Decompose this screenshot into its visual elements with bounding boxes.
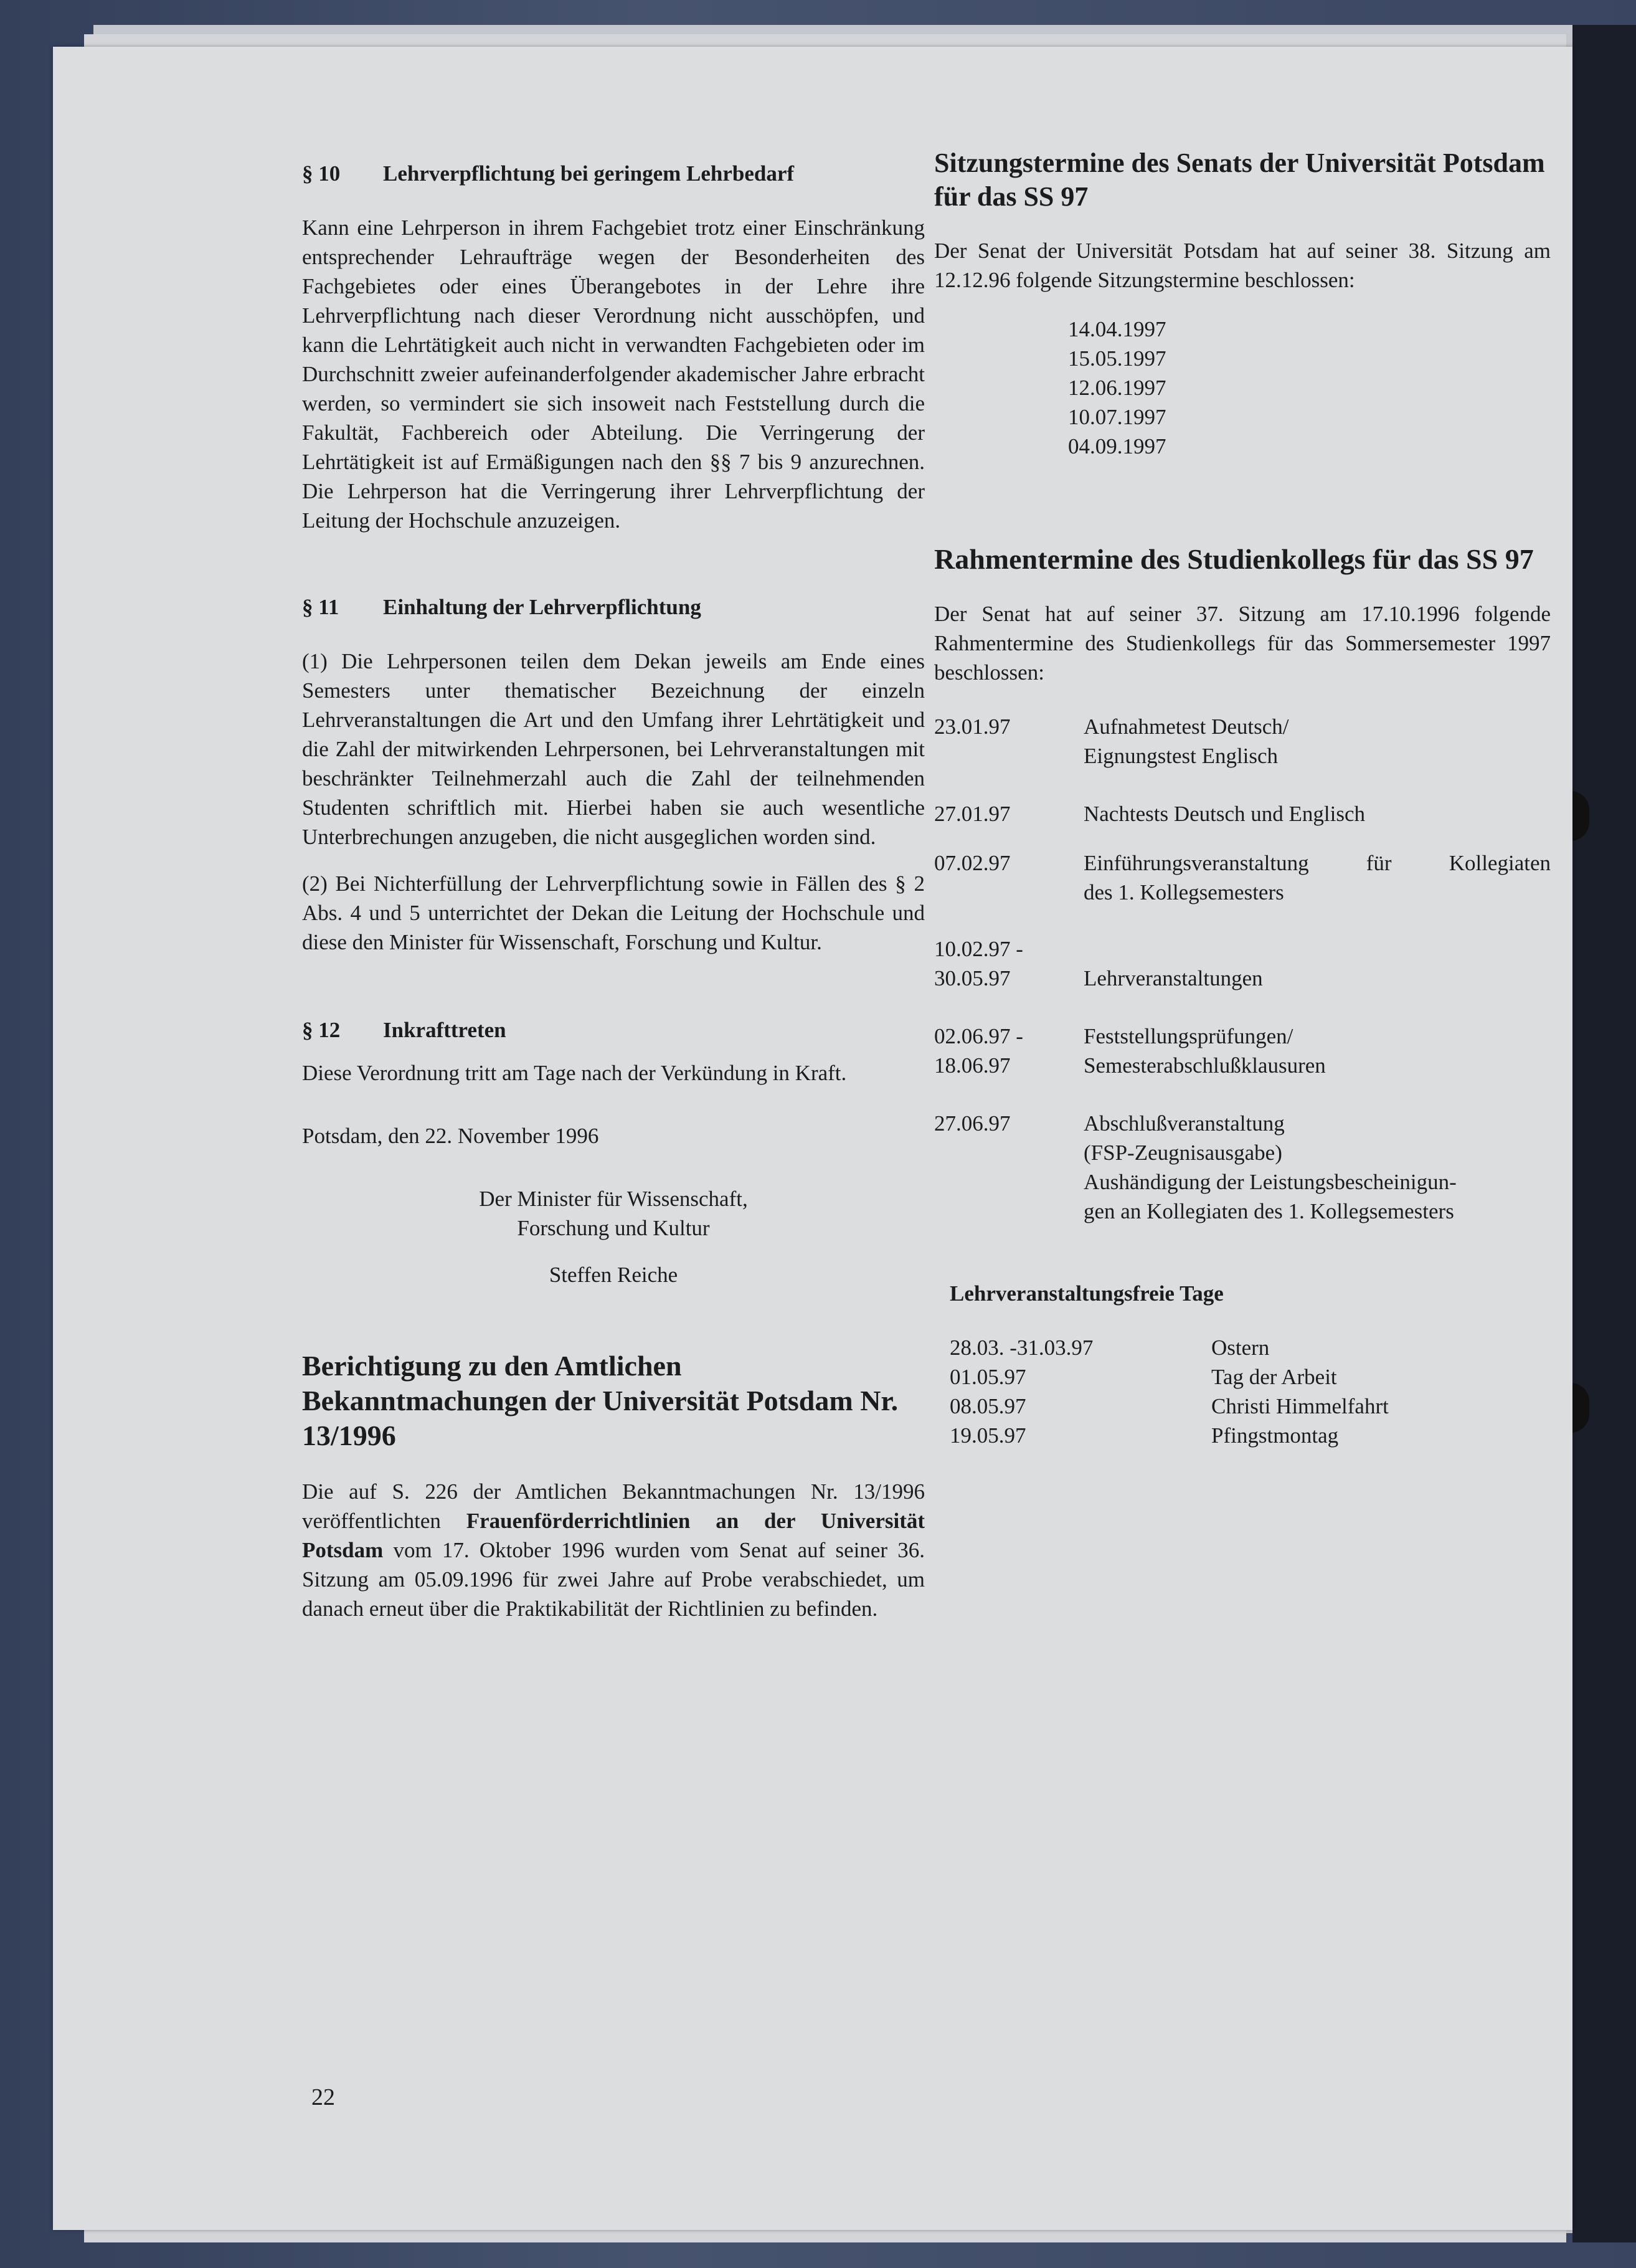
schedule-date-end: 30.05.97 bbox=[934, 966, 1011, 990]
signature-line-2: Forschung und Kultur bbox=[517, 1216, 710, 1240]
schedule-line bbox=[1084, 934, 1551, 964]
schedule-date-start: 10.02.97 - bbox=[934, 937, 1023, 961]
schedule-line: Eignungstest Englisch bbox=[1084, 744, 1279, 768]
correction-title: Berichtigung zu den Amtlichen Bekanntmachungen der Universität Potsdam Nr. 13/1996 bbox=[302, 1350, 899, 1451]
schedule-row bbox=[934, 1109, 1551, 1226]
right-column bbox=[934, 146, 1551, 1450]
kolleg-text: Der Senat hat auf seiner 37. Sitzung am 17.10.1996 folgende Rahmentermine des Studienkollegs für das Sommersemester 1997 beschlossen: bbox=[934, 602, 1551, 685]
senate-date: 12.06.1997 bbox=[1068, 376, 1166, 400]
correction-text-bold: Frauenförderrichtlinien an der Universität Potsdam bbox=[302, 1509, 925, 1562]
schedule-line: Lehrveranstaltungen bbox=[1084, 966, 1263, 990]
schedule-row bbox=[934, 848, 1551, 907]
holiday-name: Christi Himmelfahrt bbox=[1211, 1394, 1389, 1418]
senate-date: 14.04.1997 bbox=[1068, 317, 1166, 341]
signature-name: Steffen Reiche bbox=[549, 1263, 678, 1287]
schedule-date: 07.02.97 bbox=[934, 851, 1011, 875]
section-title: Inkrafttreten bbox=[383, 1018, 506, 1042]
correction-text bbox=[302, 1477, 925, 1623]
schedule-text bbox=[1084, 934, 1551, 993]
schedule-row bbox=[934, 799, 1551, 828]
schedule-line: Aufnahmetest Deutsch/ bbox=[1084, 714, 1289, 739]
section-12-heading bbox=[302, 1015, 925, 1045]
holiday-row bbox=[950, 1333, 1551, 1362]
holiday-date: 28.03. -31.03.97 bbox=[950, 1336, 1094, 1360]
schedule-line: (FSP-Zeugnisausgabe) bbox=[1084, 1141, 1282, 1165]
schedule-row bbox=[934, 1022, 1551, 1080]
scanner-edge bbox=[1572, 25, 1636, 2242]
section-10-heading bbox=[302, 159, 925, 188]
section-title: Einhaltung der Lehrverpflichtung bbox=[383, 595, 701, 619]
holiday-date: 08.05.97 bbox=[950, 1394, 1026, 1418]
schedule-text bbox=[1084, 848, 1551, 907]
place-date: Potsdam, den 22. November 1996 bbox=[302, 1124, 599, 1148]
schedule-row bbox=[934, 712, 1551, 771]
schedule-date-start: 02.06.97 - bbox=[934, 1024, 1023, 1048]
schedule-line: Einführungsveranstaltung für Kollegiaten bbox=[1084, 851, 1551, 875]
schedule-line: Semesterabschlußklausuren bbox=[1084, 1053, 1326, 1078]
senate-date: 10.07.1997 bbox=[1068, 405, 1166, 429]
holiday-name: Ostern bbox=[1211, 1336, 1270, 1360]
signature-line-1: Der Minister für Wissenschaft, bbox=[479, 1187, 748, 1211]
senate-date: 15.05.1997 bbox=[1068, 346, 1166, 371]
holiday-date: 01.05.97 bbox=[950, 1365, 1026, 1389]
schedule-text bbox=[1084, 1022, 1551, 1080]
schedule-line: Feststellungsprüfungen/ bbox=[1084, 1024, 1293, 1048]
schedule-line: gen an Kollegiaten des 1. Kollegsemesters bbox=[1084, 1199, 1454, 1223]
section-number: § 10 bbox=[302, 161, 341, 186]
senate-date: 04.09.1997 bbox=[1068, 434, 1166, 458]
holiday-name: Tag der Arbeit bbox=[1211, 1365, 1337, 1389]
holidays-list bbox=[950, 1333, 1551, 1450]
section-12-text: Diese Verordnung tritt am Tage nach der Verkündung in Kraft. bbox=[302, 1061, 847, 1085]
section-number: § 12 bbox=[302, 1018, 341, 1042]
schedule-text bbox=[1084, 1109, 1551, 1226]
schedule-date-range bbox=[934, 1022, 1084, 1080]
schedule-date: 23.01.97 bbox=[934, 714, 1011, 739]
left-column bbox=[302, 159, 925, 1623]
holidays-title: Lehrveranstaltungsfreie Tage bbox=[950, 1281, 1224, 1306]
schedule-line: Aushändigung der Leistungsbescheinigun- bbox=[1084, 1170, 1457, 1194]
schedule-line: Nachtests Deutsch und Englisch bbox=[1084, 802, 1365, 826]
holiday-row bbox=[950, 1421, 1551, 1450]
section-11-heading bbox=[302, 592, 925, 622]
holiday-row bbox=[950, 1362, 1551, 1392]
schedule-row bbox=[934, 934, 1551, 993]
schedule-date-end: 18.06.97 bbox=[934, 1053, 1011, 1078]
schedule-text bbox=[1084, 712, 1551, 771]
section-number: § 11 bbox=[302, 595, 339, 619]
section-10-text: Kann eine Lehrperson in ihrem Fachgebiet trotz einer Einschränkung entsprechender Lehraufträge wegen der Besonderheiten des Fachgebietes oder eines Überangebotes in der Lehre ihre Lehrverpflichtung nach dieser Verordnung nicht ausschöpfen, und kann die Lehrtätigkeit auch nicht in verwandten Fachgebieten oder im Durchschnitt zweier aufeinanderfolgender akademischer Jahre erbracht werden, so vermindert sie sich insoweit nach Feststellung durch die Fakultät, Fachbereich oder Abteilung. Die Verringerung der Lehrtätigkeit ist auf Ermäßigungen nach den §§ 7 bis 9 anzurechnen. Die Lehrperson hat die Verringerung ihrer Lehrverpflichtung der Leitung der Hochschule anzuzeigen. bbox=[302, 216, 925, 533]
holiday-name: Pfingstmontag bbox=[1211, 1423, 1339, 1448]
schedule-line: Abschlußveranstaltung bbox=[1084, 1111, 1285, 1136]
schedule-line: des 1. Kollegsemesters bbox=[1084, 880, 1284, 904]
section-11-para-1: (1) Die Lehrpersonen teilen dem Dekan jeweils am Ende eines Semesters unter thematischer Bezeichnung der einzeln Lehrveranstaltungen die Art und den Umfang ihrer Lehrtätigkeit und die Zahl der mitwirkenden Lehrpersonen, bei Lehrveranstaltungen mit beschränkter Teilnehmerzahl auch die Zahl der teilnehmenden Studenten schriftlich mit. Hierbei haben sie auch wesentliche Unterbrechungen anzugeben, die nicht ausgeglichen worden sind. bbox=[302, 649, 925, 849]
senate-dates bbox=[1068, 315, 1551, 461]
kolleg-title: Rahmentermine des Studienkollegs für das SS 97 bbox=[934, 543, 1534, 575]
schedule-date: 27.01.97 bbox=[934, 802, 1011, 826]
kolleg-schedule bbox=[934, 712, 1551, 1226]
holiday-date: 19.05.97 bbox=[950, 1423, 1026, 1448]
section-11-para-2: (2) Bei Nichterfüllung der Lehrverpflichtung sowie in Fällen des § 2 Abs. 4 und 5 unterrichtet der Dekan die Leitung der Hochschule und diese den Minister für Wissenschaft, Forschung und Kultur. bbox=[302, 871, 925, 954]
section-title: Lehrverpflichtung bei geringem Lehrbedarf bbox=[383, 161, 795, 186]
page-number: 22 bbox=[311, 2084, 335, 2110]
schedule-date: 27.06.97 bbox=[934, 1111, 1011, 1136]
senate-text: Der Senat der Universität Potsdam hat auf seiner 38. Sitzung am 12.12.96 folgende Sitzungstermine beschlossen: bbox=[934, 239, 1551, 292]
correction-text-part: vom 17. Oktober 1996 wurden vom Senat auf seiner 36. Sitzung am 05.09.1996 für zwei Jahre auf Probe verabschiedet, um danach erneut über die Praktikabilität der Richtlinien zu befinden. bbox=[302, 1538, 925, 1621]
senate-title: Sitzungstermine des Senats der Universität Potsdam für das SS 97 bbox=[934, 148, 1545, 212]
schedule-date-range bbox=[934, 934, 1084, 993]
holiday-row bbox=[950, 1392, 1551, 1421]
correction-text-part: Die auf S. 226 der Amtlichen Bekanntmachungen Nr. 13/1996 veröffentlichten bbox=[302, 1479, 925, 1533]
